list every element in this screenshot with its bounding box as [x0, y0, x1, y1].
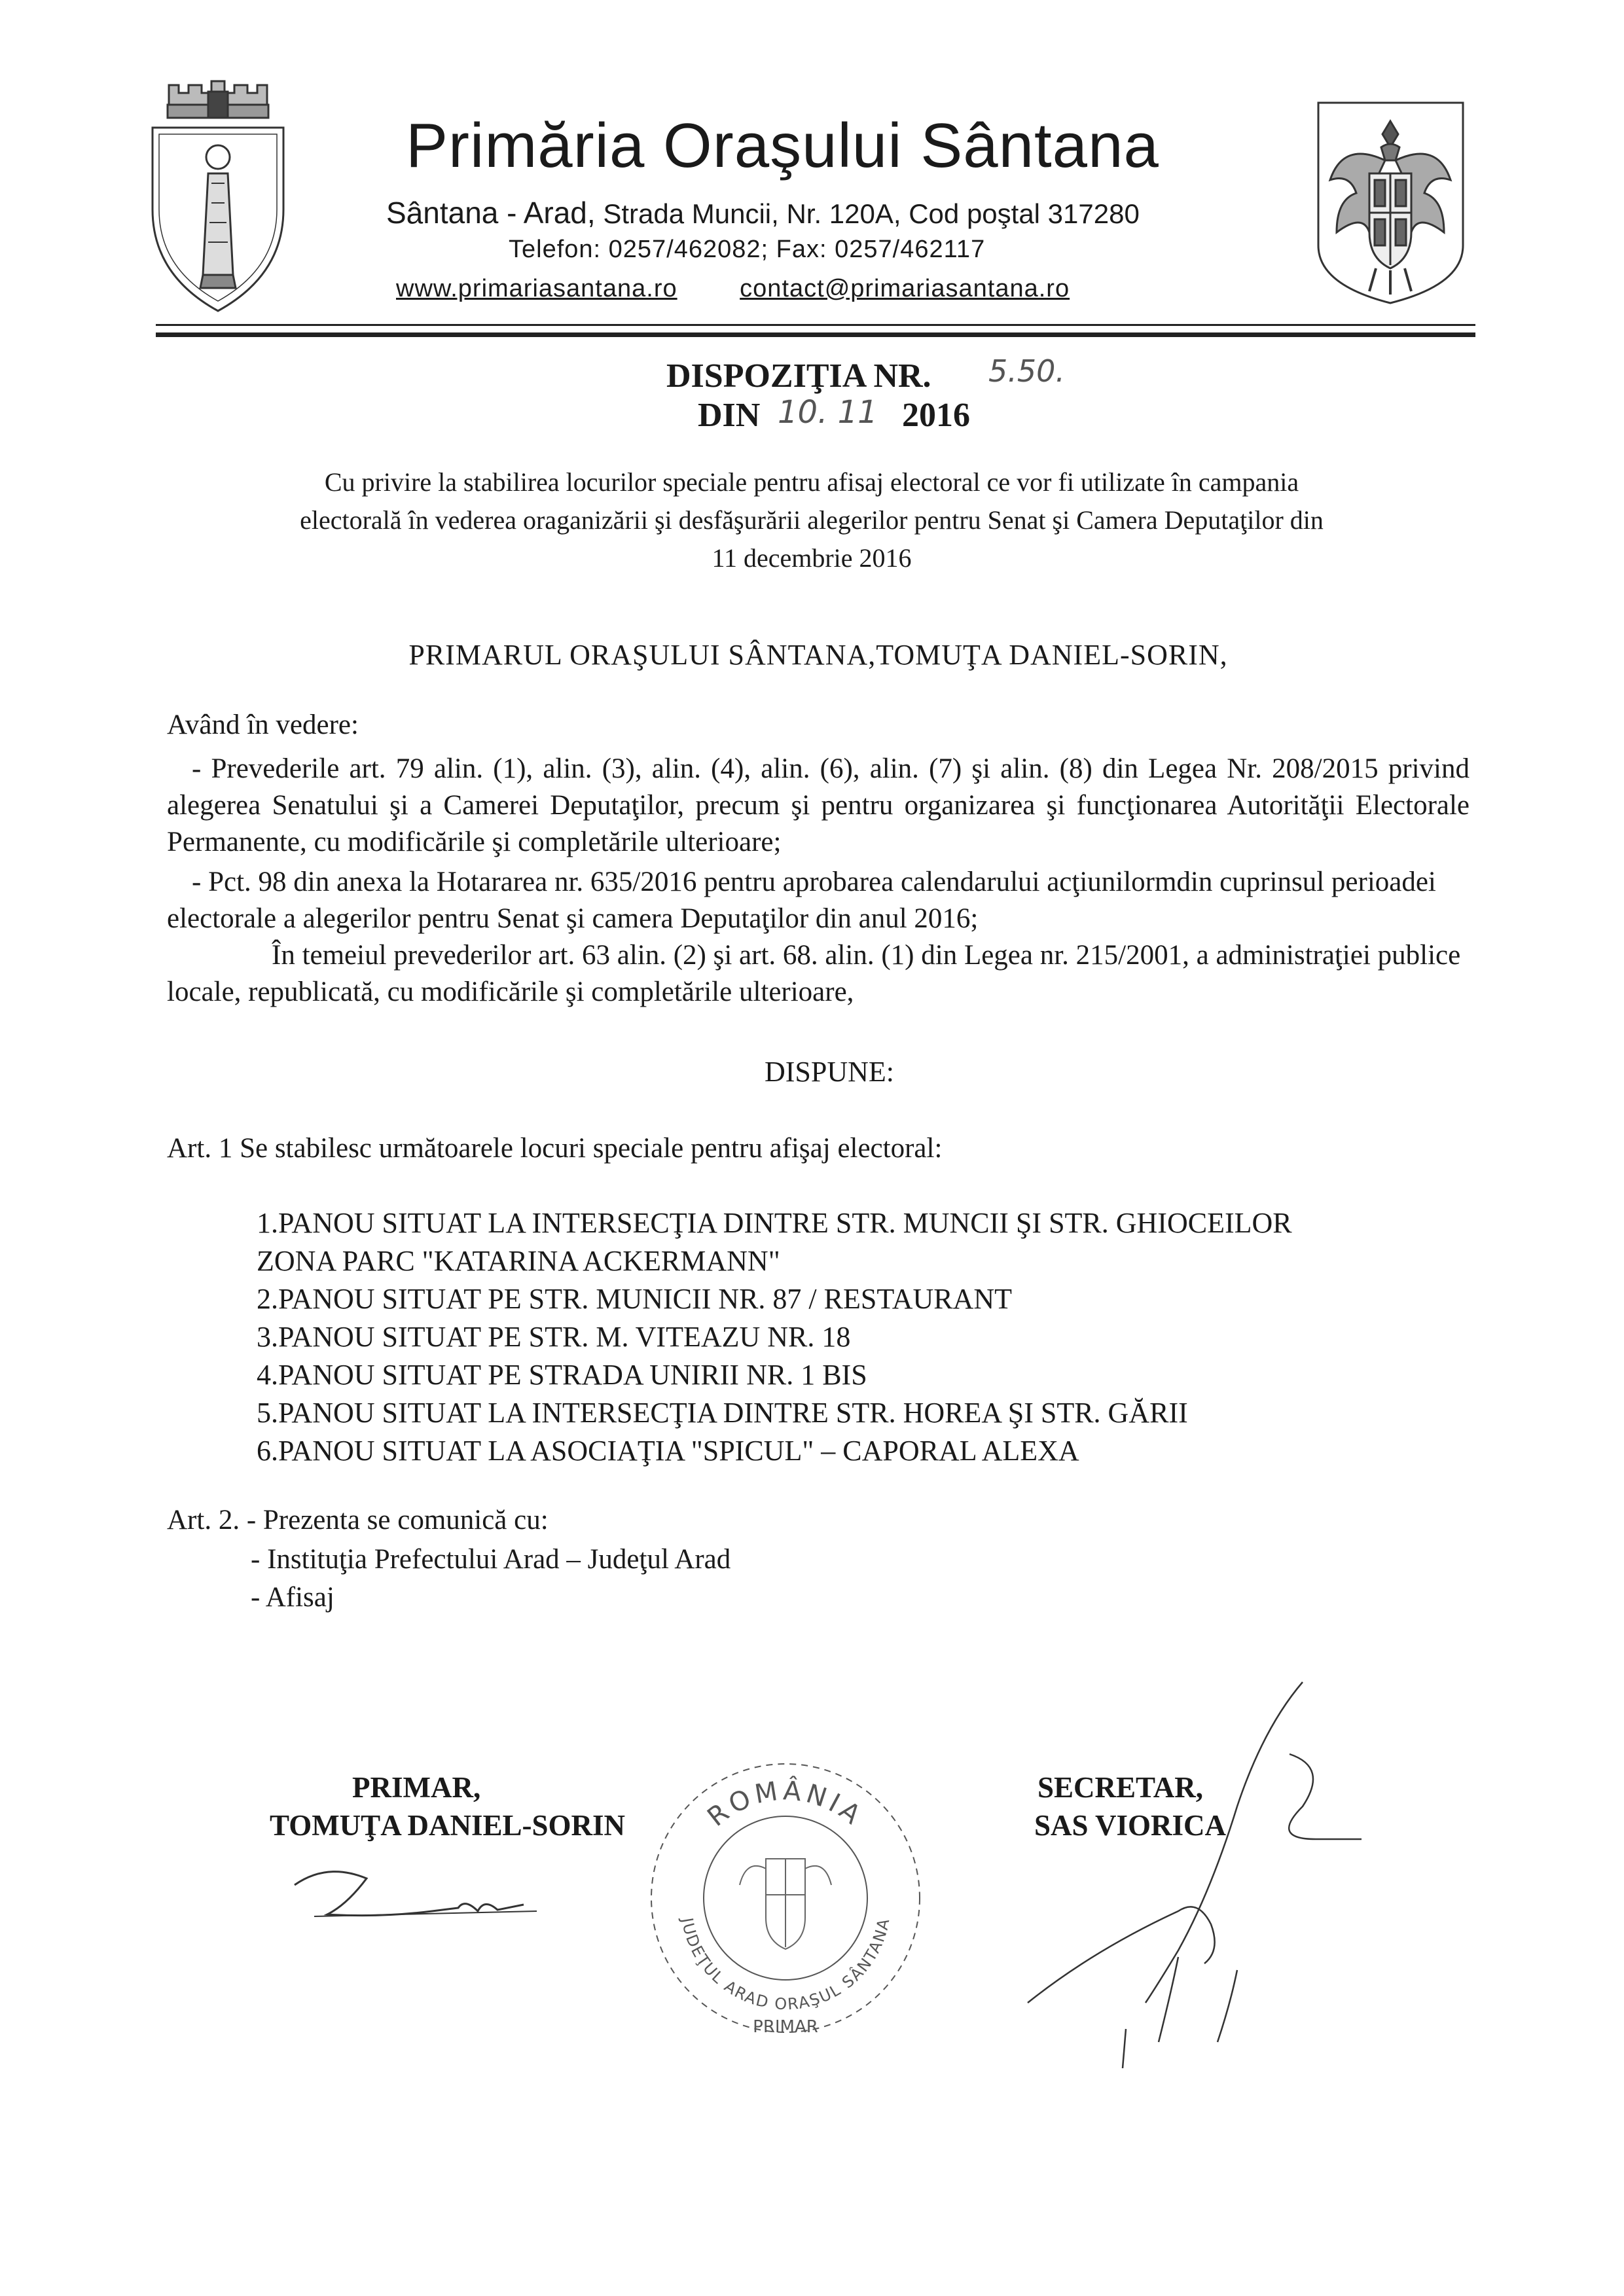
stamp-bottom-text: JUDEŢUL ARAD ORAŞUL SÂNTANA	[677, 1916, 893, 2014]
phone-fax-line: Telefon: 0257/462082; Fax: 0257/462117	[509, 236, 986, 263]
document-title-din: DIN	[698, 397, 761, 434]
list-item: - Instituţia Prefectului Arad – Judeţul Arad	[251, 1544, 731, 1575]
org-title: Primăria Oraşului Sântana	[406, 111, 1159, 181]
article-1: Art. 1 Se stabilesc următoarele locuri speciale pentru afişaj electoral:	[167, 1133, 943, 1164]
website-link[interactable]: www.primariasantana.ro	[396, 275, 677, 302]
header-rule-thick	[156, 332, 1475, 337]
locations-list	[257, 1204, 1292, 1470]
document-title-number: DISPOZIŢIA NR.	[666, 357, 931, 395]
header-rule-thin	[156, 324, 1475, 326]
intro-line: Având în vedere:	[167, 709, 359, 740]
email-link[interactable]: contact@primariasantana.ro	[740, 275, 1070, 302]
issuer-line: PRIMARUL ORAŞULUI SÂNTANA,TOMUŢA DANIEL-SORIN,	[408, 639, 1228, 671]
romania-crest-icon	[1317, 101, 1464, 304]
svg-text:ROMÂNIA	[702, 1774, 869, 1833]
primar-signature	[288, 1859, 563, 1931]
primar-role: PRIMAR,	[352, 1771, 481, 1804]
legal-basis-paragraph-1: - Prevederile art. 79 alin. (1), alin. (3), alin. (4), alin. (6), alin. (7) şi alin. (8) din Legea Nr. 208/2015 privind alegerea Senatului şi a Camerei Deputaţilor, precum şi pentru organizarea şi funcţionarea Autorităţii Electorale Permanente, cu modificările şi completările ulterioare;	[167, 753, 1470, 857]
list-item: 4.PANOU SITUAT PE STRADA UNIRII NR. 1 BIS	[257, 1359, 867, 1391]
secretar-name: SAS VIORICA	[1034, 1809, 1227, 1842]
list-item: 2.PANOU SITUAT PE STR. MUNICII NR. 87 / RESTAURANT	[257, 1283, 1013, 1315]
document-title-year: 2016	[902, 397, 970, 434]
dispune-heading: DISPUNE:	[765, 1056, 895, 1088]
list-item: 1.PANOU SITUAT LA INTERSECŢIA DINTRE STR. MUNCII ŞI STR. GHIOCEILOR	[257, 1207, 1292, 1239]
secretar-role: SECRETAR,	[1038, 1771, 1203, 1804]
address-street: Strada Muncii, Nr. 120A, Cod poştal 317280	[603, 198, 1140, 229]
address-city: Sântana - Arad,	[386, 196, 596, 230]
stamp-crest-icon	[740, 1859, 831, 1949]
article-2: Art. 2. - Prezenta se comunică cu:	[167, 1505, 549, 1535]
recipients-list	[251, 1541, 731, 1617]
list-item: 5.PANOU SITUAT LA INTERSECŢIA DINTRE STR. HOREA ŞI STR. GĂRII	[257, 1397, 1188, 1429]
contact-line	[396, 275, 1070, 303]
address-line	[386, 195, 1140, 230]
official-stamp	[641, 1754, 929, 2042]
handwritten-number: 5.50.	[988, 353, 1066, 389]
handwritten-date: 10. 11	[778, 394, 878, 431]
list-item: ZONA PARC "KATARINA ACKERMANN"	[257, 1245, 780, 1277]
list-item: 3.PANOU SITUAT PE STR. M. VITEAZU NR. 18	[257, 1321, 851, 1353]
legal-basis-paragraph-2: - Pct. 98 din anexa la Hotararea nr. 635/2016 pentru aprobarea calendarului acţiunilormdin cuprinsul perioadei electorale a alegerilor pentru Senat şi camera Deputaţilor din anul 2016;	[167, 867, 1436, 934]
list-item: 6.PANOU SITUAT LA ASOCIAŢIA "SPICUL" – CAPORAL ALEXA	[257, 1435, 1079, 1467]
primar-name: TOMUŢA DANIEL-SORIN	[270, 1809, 626, 1842]
stamp-footer-text: PRIMAR	[753, 2017, 818, 2037]
secretar-signature	[962, 1676, 1434, 2068]
stamp-top-text: ROMÂNIA	[702, 1776, 869, 1833]
city-crest-icon	[149, 79, 287, 314]
legal-basis-paragraph-3: În temeiul prevederilor art. 63 alin. (2) şi art. 68. alin. (1) din Legea nr. 215/2001, a administraţiei publice locale, republicată, cu modificările şi completările ulterioare,	[167, 940, 1461, 1007]
document-subject: Cu privire la stabilirea locurilor speciale pentru afisaj electoral ce vor fi utilizate în campania electorală în vederea oraganizării şi desfăşurării alegerilor pentru Senat şi Camera Deputaţilor din 11 decembrie 2016	[300, 467, 1324, 573]
list-item: - Afisaj	[251, 1582, 334, 1613]
